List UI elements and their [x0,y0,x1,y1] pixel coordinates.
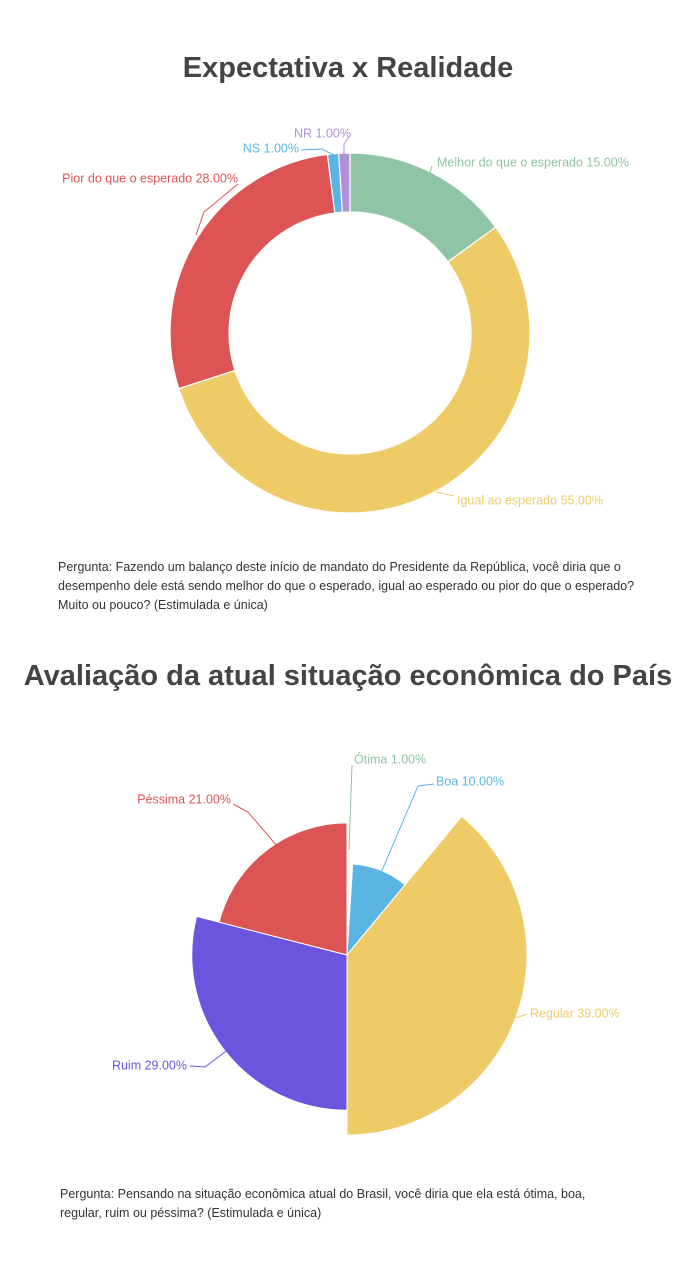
data-label-pior-do-que-o-esperado: Pior do que o esperado 28.00% [62,171,238,186]
data-label-pessima: Péssima 21.00% [137,792,231,807]
data-label-boa: Boa 10.00% [436,774,505,789]
data-label-igual-ao-esperado: Igual ao esperado 55.00% [457,493,603,508]
chart2-question-text: Pergunta: Pensando na situação econômica atual do Brasil, você diria que ela está ótima, boa, regular, ruim ou péssima? (Estimulada e única) [60,1187,586,1220]
data-label-ns: NS 1.00% [242,141,299,156]
data-label-melhor-do-que-o-esperado: Melhor do que o esperado 15.00% [437,155,629,170]
chart2-title: Avaliação da atual situação econômica do País [23,660,673,692]
leader-line-otima [349,765,352,850]
polar-slice-regular [347,816,527,1135]
leader-line-igual-ao-esperado [436,492,454,496]
polar-area-chart-economia [0,730,696,1160]
donut-slice-pior-do-que-o-esperado [170,154,335,388]
data-label-nr: NR 1.00% [294,126,351,141]
chart1-question-text: Pergunta: Fazendo um balanço deste início de mandato do Presidente da República, você diria que o desempenho dele está sendo melhor do que o esperado, igual ao esperado ou pior do que o esperado? Muito ou pouco? (Estimulada e única) [58,560,635,612]
donut-chart-expectativa [0,100,696,540]
data-label-ruim: Ruim 29.00% [111,1058,187,1073]
data-label-regular: Regular 39.00% [530,1006,620,1021]
chart1-title: Expectativa x Realidade [182,52,514,84]
data-label-otima: Ótima 1.00% [354,752,427,767]
